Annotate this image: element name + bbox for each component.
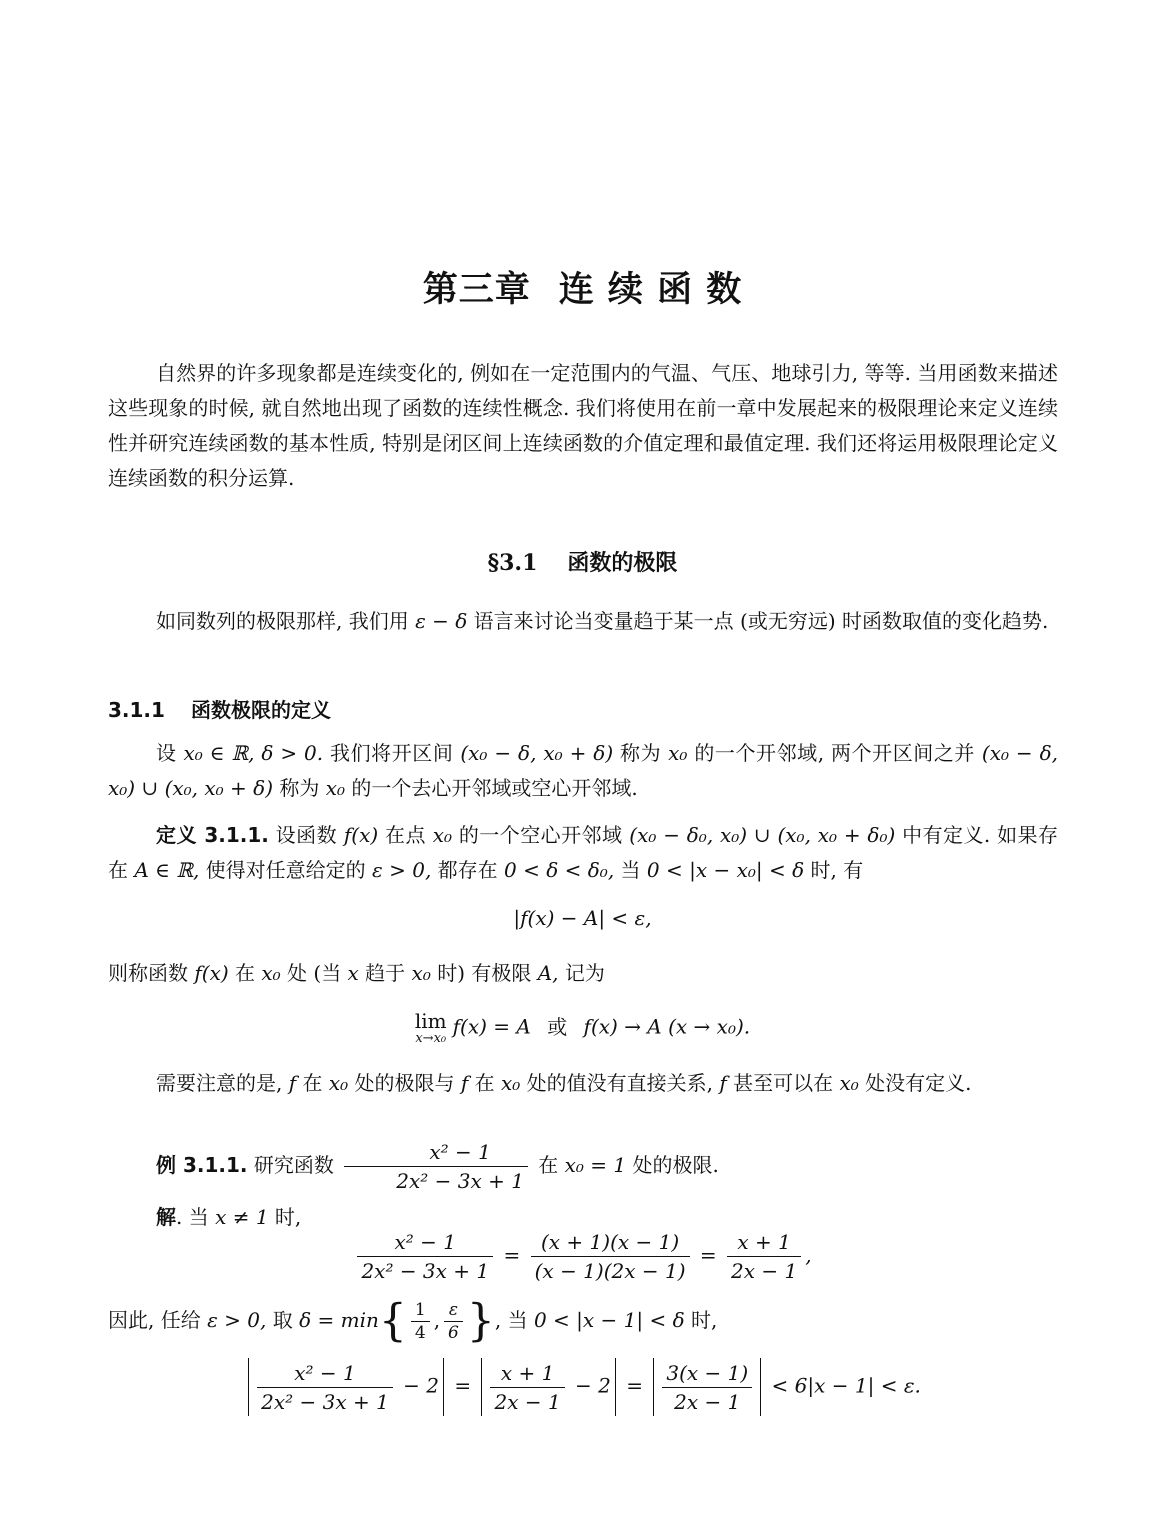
text: 甚至可以在 [726, 1071, 840, 1095]
math: ε > 0, [372, 858, 432, 882]
text: 需要注意的是, [156, 1071, 289, 1095]
definition-paragraph [108, 818, 1058, 888]
math: f(x) [194, 961, 229, 985]
fraction [444, 1299, 463, 1344]
math: f(x) → A (x → x₀). [583, 1014, 751, 1039]
text: 在 [228, 961, 262, 985]
chapter-name: 连 续 函 数 [558, 270, 743, 310]
example-label: 例 3.1.1. [156, 1153, 248, 1177]
math: x₀ ∈ ℝ, δ > 0. [183, 741, 324, 765]
text: 在 [296, 1071, 329, 1095]
math: 0 < |x − 1| < δ [533, 1308, 685, 1332]
denominator: 4 [414, 1323, 426, 1343]
numerator: (x + 1)(x − 1) [531, 1228, 690, 1257]
denominator: 2x − 1 [494, 1389, 561, 1414]
math: f [288, 1071, 297, 1095]
text: 语言来讨论当变量趋于某一点 (或无穷远) 时函数取值的变化趋势. [467, 609, 1049, 633]
definition-label: 定义 3.1.1. [156, 823, 269, 847]
text: 设 [156, 741, 184, 765]
numerator: x + 1 [490, 1359, 564, 1388]
equation-simplify: $\frac{\text{x² − 1}}{\text{2x² − 3x + 1}}$ = $\frac{(x + 1)(x - 1)}{(x - 1)(2x - 1)}$ = $\frac{x + 1}{2x - 1}$ , [0, 1228, 1165, 1285]
text: 如同数列的极限那样, 我们用 [156, 609, 416, 633]
text: 我们将开区间 [323, 741, 461, 765]
text: 在点 [378, 823, 433, 847]
text: 设函数 [268, 823, 344, 847]
math: A ∈ ℝ, [134, 858, 200, 882]
note-paragraph [108, 1066, 1058, 1101]
text: 在 [531, 1153, 565, 1177]
text: 时, [268, 1205, 302, 1229]
text: 时, 有 [804, 858, 864, 882]
section-number: §3.1 [487, 550, 538, 576]
section-name: 函数的极限 [567, 551, 678, 576]
math: f [719, 1071, 727, 1095]
fraction [411, 1299, 430, 1344]
equation-abs-limit: |f(x) − A| < ε, [513, 906, 652, 930]
math: x₀ = 1 [564, 1153, 627, 1177]
numerator: 1 [411, 1299, 430, 1322]
fraction [490, 1359, 564, 1416]
lim-subscript: x→x₀ [415, 1031, 447, 1046]
numerator: ε [444, 1299, 463, 1322]
math: δ = min [299, 1308, 379, 1332]
denominator: 2x² − 3x + 1 [396, 1169, 524, 1193]
text: 处的值没有直接关系, [520, 1071, 720, 1095]
text: 处没有定义. [858, 1071, 972, 1095]
math: (x₀ − δ, x₀) ∪ (x₀, x₀ + δ) [108, 741, 1059, 800]
text: 记为 [558, 961, 605, 985]
math: 0 < |x − x₀| < δ [646, 858, 805, 882]
text: 称为 [613, 741, 669, 765]
math: x₀ [411, 961, 431, 985]
denominator: 2x − 1 [674, 1389, 741, 1414]
text: 在 [468, 1071, 501, 1095]
fraction [357, 1228, 493, 1285]
denominator: 2x² − 3x + 1 [261, 1389, 389, 1414]
text: 趋于 [358, 961, 412, 985]
text: . 当 [176, 1205, 216, 1229]
math: x₀ [432, 823, 453, 847]
solution-label: 解 [156, 1205, 176, 1229]
text: 的一个空心开邻域 [452, 823, 630, 847]
math: (x₀ − δ, x₀ + δ) [460, 741, 614, 765]
text: 的一个去心开邻域或空心开邻域. [345, 776, 638, 800]
numerator: x² − 1 [357, 1228, 493, 1257]
text: 研究函数 [247, 1153, 341, 1177]
denominator: (x − 1)(2x − 1) [534, 1259, 686, 1283]
therefore-paragraph: 因此, 任给 ε > 0, 取 δ = min{ $\frac{1}{4}$ , $\frac{\varepsilon}{6}$ }, 当 0 < |x − 1| < δ 时, [108, 1295, 718, 1347]
math: x₀ [500, 1071, 521, 1095]
section-title [0, 546, 1165, 577]
text: 则称函数 [108, 961, 195, 985]
intro-paragraph: 自然界的许多现象都是连续变化的, 例如在一定范围内的气温、气压、地球引力, 等等. 当用函数来描述这些现象的时候, 就自然地出现了函数的连续性概念. 我们将使用在前一章中发展起来的极限理论来定义连续性并研究连续函数的基本性质, 特别是闭区间上连续函数的介值定理和最值定理. 我们还将运用极限理论定义连续函数的积分运算. [108, 361, 1058, 490]
numerator: 3(x − 1) [662, 1359, 752, 1388]
math: x₀ [328, 1071, 349, 1095]
text: 的一个开邻域, 两个开区间之并 [687, 741, 982, 765]
text: , 当 [494, 1308, 534, 1332]
math: (x₀ − δ₀, x₀) ∪ (x₀, x₀ + δ₀) [629, 823, 896, 847]
math: A, [537, 961, 559, 985]
text: 当 [614, 858, 647, 882]
math: ε − δ [415, 609, 468, 633]
subsection-name: 函数极限的定义 [190, 698, 331, 722]
numerator: x² − 1 [344, 1138, 528, 1167]
math: x₀ [839, 1071, 859, 1095]
math: x₀ [261, 961, 281, 985]
numerator: x² − 1 [257, 1359, 393, 1388]
math: 0 < δ < δ₀, [504, 858, 615, 882]
section-intro-paragraph [108, 604, 1058, 639]
limit-notation-paragraph [108, 956, 1058, 991]
text: 时) 有极限 [430, 961, 538, 985]
equation-estimate: $\frac{\text{x² − 1}}{\text{2x² − 3x + 1}}$ − 2 = $\frac{x + 1}{2x - 1}$ − 2 = $\frac{3(x - 1)}{2x - 1}$ < 6|x − 1| < ε. [0, 1358, 1165, 1416]
denominator: 2x² − 3x + 1 [361, 1259, 490, 1283]
lim-operator [415, 1010, 447, 1046]
example-paragraph [108, 1138, 1058, 1195]
text: 取 [266, 1308, 300, 1332]
math: ε > 0, [207, 1308, 267, 1332]
neighborhood-paragraph [108, 736, 1058, 806]
fraction [531, 1228, 690, 1285]
fraction [344, 1138, 528, 1195]
denominator: 6 [448, 1323, 459, 1343]
text: 中有定义. 如果存在 [108, 823, 1059, 882]
math: < 6|x − 1| < ε. [771, 1373, 921, 1398]
math: x ≠ 1 [215, 1205, 269, 1229]
fraction [727, 1228, 801, 1285]
text: 称为 [273, 776, 326, 800]
or-text: 或 [547, 1014, 568, 1039]
math: x₀ [325, 776, 346, 800]
text: 因此, 任给 [108, 1308, 208, 1332]
numerator: x + 1 [727, 1228, 801, 1257]
text: 处的极限与 [348, 1071, 461, 1095]
math: f(x) [343, 823, 379, 847]
subsection-title [108, 694, 331, 723]
chapter-title [0, 262, 1165, 312]
equation-limit [0, 1010, 1165, 1046]
math: f [460, 1071, 469, 1095]
math: x [347, 961, 359, 985]
math: f(x) = A [452, 1014, 531, 1039]
text: 使得对任意给定的 [199, 858, 373, 882]
fraction [662, 1359, 752, 1416]
text: 都存在 [431, 858, 505, 882]
subsection-number: 3.1.1 [108, 698, 165, 722]
math: x₀ [668, 741, 688, 765]
text: 时, [684, 1308, 718, 1332]
text: 处的极限. [626, 1153, 719, 1177]
chapter-number: 第三章 [422, 270, 531, 310]
fraction [257, 1359, 393, 1416]
denominator: 2x − 1 [731, 1259, 798, 1283]
lim-text: lim [414, 1009, 447, 1033]
text: 处 (当 [280, 961, 348, 985]
